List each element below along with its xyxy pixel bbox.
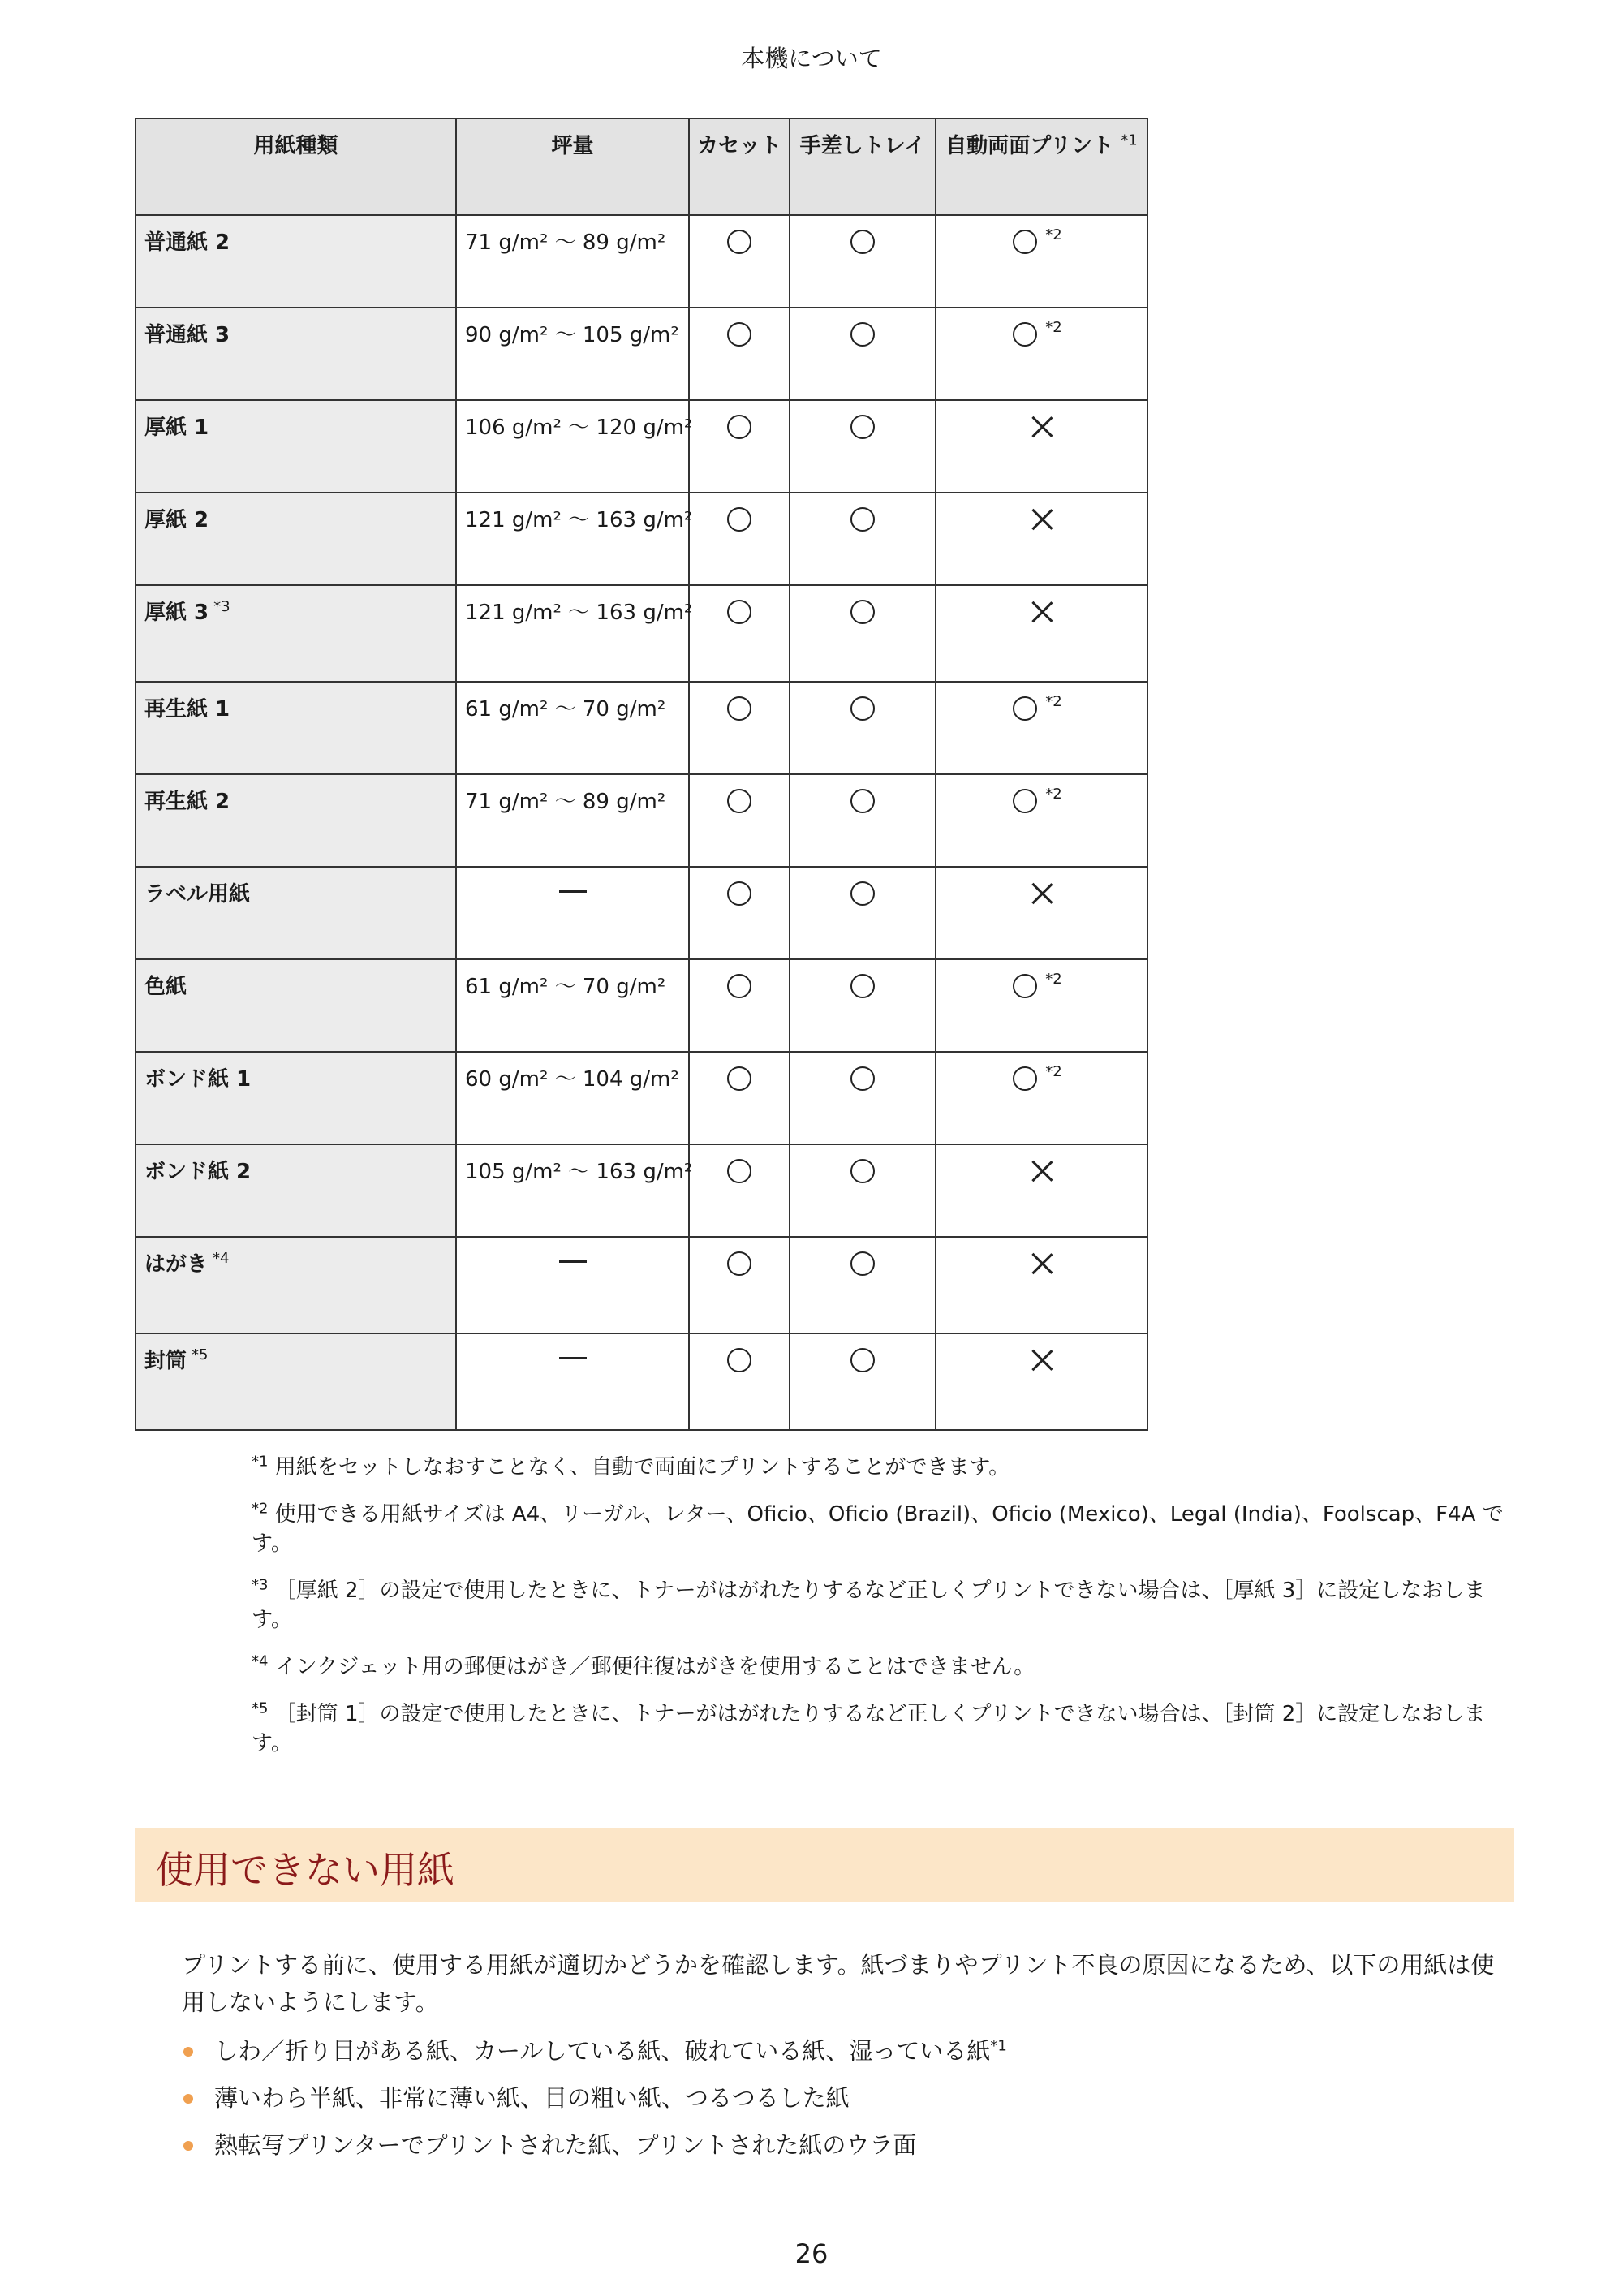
cell-duplex [936,493,1147,585]
circle-mark-icon [1013,789,1037,813]
circle-mark-icon [850,974,875,998]
table-row [136,585,1147,682]
paper-type-label: ボンド紙 1 [144,1067,252,1092]
paper-type-label: 普通紙 2 [144,230,230,255]
table-row [136,400,1147,493]
table-row [136,959,1147,1052]
cell-manual [790,774,936,867]
table-row [136,308,1147,400]
cell-weight: 71 g/m² ～ 89 g/m² [456,774,689,867]
cell-weight: 105 g/m² ～ 163 g/m² [456,1144,689,1237]
cell-manual [790,1333,936,1430]
circle-mark-icon [1013,1066,1037,1091]
cell-paper-type [136,682,456,774]
footnote-mark: *2 [252,1500,269,1518]
circle-mark-icon [850,1159,875,1183]
paper-type-label: はがき [144,1252,209,1277]
paper-type-label: ボンド紙 2 [144,1160,252,1184]
cell-cassette [689,1144,790,1237]
cell-paper-type [136,1144,456,1237]
circle-mark-icon [727,1159,751,1183]
cell-paper-type [136,493,456,585]
footnote-mark: *5 [252,1699,269,1717]
circle-mark-icon [727,507,751,532]
duplex-note: *2 [1045,319,1062,337]
cross-mark-icon [1031,508,1053,531]
cell-duplex [936,1052,1147,1144]
cell-duplex [936,682,1147,774]
circle-mark-icon [850,600,875,624]
cell-cassette [689,867,790,959]
cell-weight: 121 g/m² ～ 163 g/m² [456,493,689,585]
cell-cassette [689,308,790,400]
cell-duplex [936,1237,1147,1333]
paper-type-label: ラベル用紙 [144,882,251,907]
cell-manual [790,308,936,400]
circle-mark-icon [727,789,751,813]
paper-type-label: 封筒 [144,1349,187,1373]
header-duplex-label: 自動両面プリント [945,134,1114,158]
cell-cassette [689,774,790,867]
list-item [182,2122,1513,2169]
cell-manual [790,1237,936,1333]
cell-manual [790,682,936,774]
table-row [136,493,1147,585]
cell-paper-type [136,308,456,400]
paper-type-label: 色紙 [144,975,187,999]
cell-duplex [936,774,1147,867]
cell-manual [790,215,936,308]
footnotes [252,1453,1513,1776]
list-item-text: しわ／折り目がある紙、カールしている紙、破れている紙、湿っている紙 [214,2037,991,2065]
cross-mark-icon [1031,416,1053,438]
cell-weight: 90 g/m² ～ 105 g/m² [456,308,689,400]
page-number: 26 [794,2238,829,2269]
cross-mark-icon [1031,1160,1053,1182]
footnote-text: インクジェット用の郵便はがき／郵便往復はがきを使用することはできません。 [274,1655,1035,1679]
table-body [136,215,1147,1430]
circle-mark-icon [727,881,751,906]
cell-cassette [689,585,790,682]
header-duplex [936,118,1147,215]
circle-mark-icon [727,415,751,439]
cell-duplex [936,959,1147,1052]
cell-paper-type [136,400,456,493]
table-row [136,682,1147,774]
header-manual-tray: 手差しトレイ [790,118,936,215]
section-title: 使用できない用紙 [156,1848,454,1892]
footnote-mark: *4 [252,1652,269,1670]
cell-manual [790,585,936,682]
paper-type-note: *5 [192,1346,209,1364]
paper-type-label: 再生紙 1 [144,697,230,722]
paper-type-note: *4 [213,1250,230,1268]
cell-paper-type [136,959,456,1052]
circle-mark-icon [850,789,875,813]
circle-mark-icon [850,415,875,439]
paper-type-note: *3 [213,598,230,616]
cell-cassette [689,215,790,308]
cell-paper-type [136,867,456,959]
paper-type-label: 厚紙 3 [144,601,209,625]
bullet-dot-icon [183,2094,193,2104]
circle-mark-icon [727,600,751,624]
header-cassette: カセット [689,118,790,215]
table-header-row [136,118,1147,215]
circle-mark-icon [727,974,751,998]
cell-paper-type [136,1333,456,1430]
footnote-item [252,1699,1513,1758]
circle-mark-icon [1013,230,1037,254]
cell-duplex [936,867,1147,959]
footnote-text: 使用できる用紙サイズは A4、リーガル、レター、Oficio、Oficio (Brazil)、Oficio (Mexico)、Legal (India)、Foolscap、F4A です。 [252,1502,1504,1556]
cell-paper-type [136,774,456,867]
circle-mark-icon [727,1348,751,1372]
section-intro: プリントする前に、使用する用紙が適切かどうかを確認します。紙づまりやプリント不良の原因になるため、以下の用紙は使用しないようにします。 [182,1951,1495,2016]
footnote-item [252,1576,1513,1635]
cell-weight: 61 g/m² ～ 70 g/m² [456,959,689,1052]
list-item-note: *1 [990,2037,1007,2055]
cell-weight [456,1237,689,1333]
cross-mark-icon [1031,882,1053,905]
cross-mark-icon [1031,601,1053,623]
circle-mark-icon [850,322,875,347]
circle-mark-icon [727,1251,751,1276]
section-heading-band [135,1828,1514,1902]
cell-manual [790,400,936,493]
table-row [136,215,1147,308]
dash-mark-icon [559,890,587,893]
duplex-note: *2 [1045,971,1062,989]
circle-mark-icon [850,1251,875,1276]
header-duplex-note: *1 [1121,131,1138,149]
cell-paper-type [136,215,456,308]
table-row [136,1333,1147,1430]
list-item [182,2027,1513,2074]
cell-manual [790,493,936,585]
circle-mark-icon [1013,974,1037,998]
cell-cassette [689,493,790,585]
cell-weight: 60 g/m² ～ 104 g/m² [456,1052,689,1144]
paper-type-table [135,118,1148,1431]
cell-manual [790,959,936,1052]
cell-manual [790,1052,936,1144]
footnote-text: ［封筒 1］の設定で使用したときに、トナーがはがれたりするなど正しくプリントできない場合は、［封筒 2］に設定しなおします。 [252,1702,1486,1755]
dash-mark-icon [559,1260,587,1263]
cell-duplex [936,215,1147,308]
unusable-paper-list [182,2027,1513,2169]
cell-cassette [689,1052,790,1144]
dash-mark-icon [559,1357,587,1359]
footnote-text: 用紙をセットしなおすことなく、自動で両面にプリントすることができます。 [274,1455,1010,1480]
list-item-text: 薄いわら半紙、非常に薄い紙、目の粗い紙、つるつるした紙 [214,2084,850,2112]
circle-mark-icon [727,322,751,347]
cell-paper-type [136,1237,456,1333]
cell-weight: 106 g/m² ～ 120 g/m² [456,400,689,493]
circle-mark-icon [850,696,875,721]
paper-type-label: 普通紙 3 [144,323,230,347]
cell-weight: 61 g/m² ～ 70 g/m² [456,682,689,774]
table-row [136,867,1147,959]
header-paper-type: 用紙種類 [136,118,456,215]
table-row [136,1144,1147,1237]
circle-mark-icon [727,696,751,721]
cell-weight [456,1333,689,1430]
cell-cassette [689,1237,790,1333]
cross-mark-icon [1031,1349,1053,1372]
circle-mark-icon [850,1066,875,1091]
footnote-mark: *1 [252,1453,269,1471]
circle-mark-icon [850,230,875,254]
footnote-item [252,1453,1513,1482]
footnote-item [252,1652,1513,1682]
footnote-item [252,1500,1513,1558]
cell-duplex [936,400,1147,493]
cell-cassette [689,959,790,1052]
cell-weight [456,867,689,959]
duplex-note: *2 [1045,693,1062,711]
circle-mark-icon [727,1066,751,1091]
circle-mark-icon [727,230,751,254]
cell-duplex [936,585,1147,682]
circle-mark-icon [1013,322,1037,347]
cell-cassette [689,682,790,774]
cell-paper-type [136,1052,456,1144]
list-item [182,2074,1513,2122]
circle-mark-icon [850,881,875,906]
table-row [136,774,1147,867]
footnote-mark: *3 [252,1576,269,1594]
duplex-note: *2 [1045,1063,1062,1081]
cell-manual [790,1144,936,1237]
header-weight: 坪量 [456,118,689,215]
table-row [136,1052,1147,1144]
cell-duplex [936,1333,1147,1430]
cell-cassette [689,1333,790,1430]
list-item-text: 熱転写プリンターでプリントされた紙、プリントされた紙のウラ面 [214,2131,917,2159]
cell-manual [790,867,936,959]
paper-type-label: 厚紙 2 [144,508,209,532]
footnote-text: ［厚紙 2］の設定で使用したときに、トナーがはがれたりするなど正しくプリントできない場合は、［厚紙 3］に設定しなおします。 [252,1579,1486,1632]
cell-weight: 71 g/m² ～ 89 g/m² [456,215,689,308]
cell-weight: 121 g/m² ～ 163 g/m² [456,585,689,682]
bullet-dot-icon [183,2141,193,2151]
duplex-note: *2 [1045,786,1062,803]
cell-duplex [936,1144,1147,1237]
cell-paper-type [136,585,456,682]
bullet-dot-icon [183,2047,193,2057]
cell-cassette [689,400,790,493]
paper-type-label: 厚紙 1 [144,416,209,440]
table-row [136,1237,1147,1333]
circle-mark-icon [850,1348,875,1372]
paper-type-label: 再生紙 2 [144,790,230,814]
circle-mark-icon [1013,696,1037,721]
running-head: 本機について [741,45,882,72]
cell-duplex [936,308,1147,400]
cross-mark-icon [1031,1252,1053,1275]
duplex-note: *2 [1045,226,1062,244]
circle-mark-icon [850,507,875,532]
